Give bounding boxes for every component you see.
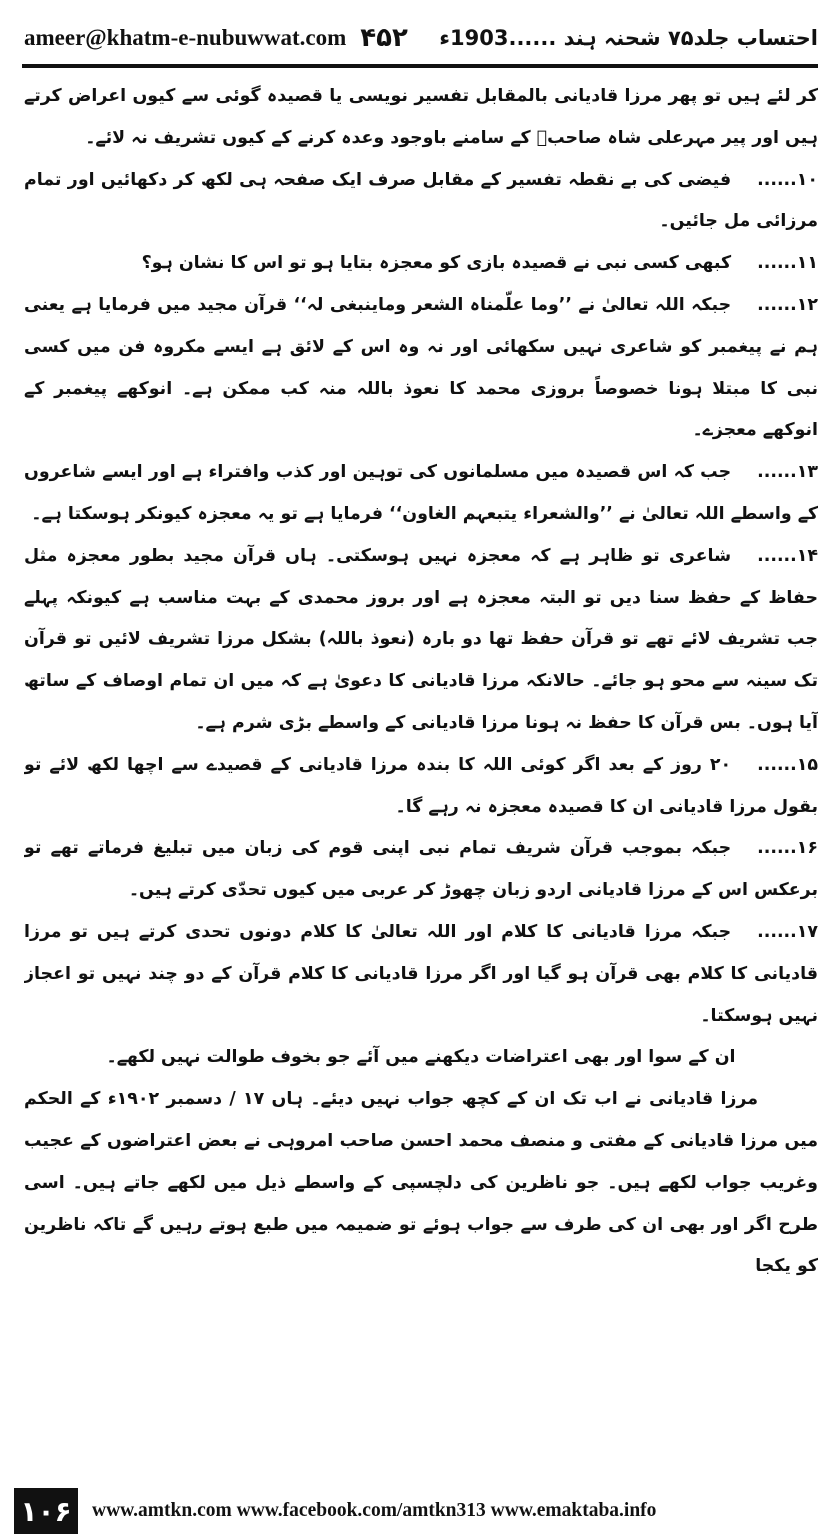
header-page-number: ۴۵۲ [360, 23, 408, 53]
paragraph [24, 243, 818, 285]
paragraph-text: جبکہ اللہ تعالیٰ نے ’’وما علّمناہ الشعر وماینبغی لہ‘‘ قرآن مجید میں فرمایا ہے یعنی ہم نے پیغمبر کو شاعری نہیں سکھائی اور نہ وہ اس کے لائق ہے ایسے مکروہ فن میں کسی نبی کا مبتلا ہونا خصوصاً بروزی محمد کا نعوذ باللہ منہ کب ممکن ہے۔ انوکھے پیغمبر کے انوکھے معجزے۔ [24, 294, 818, 441]
paragraph-text: ان کے سوا اور بھی اعتراضات دیکھنے میں آئے جو بخوف طوالت نہیں لکھے۔ [106, 1047, 736, 1068]
item-number: ۱۲...... [757, 294, 818, 315]
page-header [24, 14, 818, 62]
header-rule [22, 64, 818, 68]
paragraph-text: فیضی کی بے نقطہ تفسیر کے مقابل صرف ایک صفحہ ہی لکھ کر دکھائیں اور تمام مرزائی مل جائیں۔ [24, 169, 818, 232]
paragraph [24, 912, 818, 1037]
paragraph-text: جبکہ مرزا قادیانی کا کلام اور اللہ تعالیٰ کا کلام دونوں تحدی کرتے ہیں تو مرزا قادیانی کا کلام بھی قرآن ہو گیا اور اگر مرزا قادیانی کا کلام قرآن کے دو چند نہیں تو اعجاز نہیں ہوسکتا۔ [24, 921, 818, 1026]
item-number: ۱۵...... [757, 754, 818, 775]
paragraph-text: شاعری تو ظاہر ہے کہ معجزہ نہیں ہوسکتی۔ ہاں قرآن مجید بطور معجزہ مثل حفاظ کے حفظ سنا دیں تو البتہ معجزہ ہے اور بروز محمدی کے بہت مناسب ہے کیونکہ پہلے جب تشریف لائے تھے تو قرآن حفظ تھا دو بارہ (نعوذ باللہ) بشکل مرزا تشریف لائیں تو قرآن تک سینہ سے محو ہو جائے۔ حالانکہ مرزا قادیانی کا دعویٰ ہے کہ میں ان تمام اوصاف کے ساتھ آیا ہوں۔ بس قرآن کا حفظ نہ ہونا مرزا قادیانی کے واسطے بڑی شرم ہے۔ [24, 545, 818, 733]
item-number: ۱۱...... [757, 253, 818, 274]
page-body [24, 76, 818, 1462]
paragraph [24, 745, 818, 829]
paragraph-text: ۲۰ روز کے بعد اگر کوئی اللہ کا بندہ مرزا قادیانی کے قصیدے سے اچھا لکھ لائے تو بقول مرزا قادیانی ان کا قصیدہ معجزہ نہ رہے گا۔ [24, 754, 818, 817]
paragraph [24, 160, 818, 244]
paragraph [24, 76, 818, 160]
paragraph-text: کر لئے ہیں تو پھر مرزا قادیانی بالمقابل تفسیر نویسی یا قصیدہ گوئی سے کیوں اعراض کرتے ہیں اور پیر مہرعلی شاہ صاحبؒ کے سامنے باوجود وعدہ کرنے کے کیوں تشریف نہ لائے۔ [24, 86, 818, 148]
item-number: ۱۳...... [757, 462, 818, 483]
paragraph [24, 452, 818, 536]
page-footer [14, 1486, 828, 1536]
running-title: احتساب جلد۷۵ شحنہ ہند ......1903ء [439, 26, 818, 50]
paragraph [24, 285, 818, 452]
item-number: ۱۴...... [757, 545, 818, 566]
paragraph-text: کبھی کسی نبی نے قصیدہ بازی کو معجزہ بتایا ہو تو اس کا نشان ہو؟ [141, 253, 732, 274]
paragraph-text: مرزا قادیانی نے اب تک ان کے کچھ جواب نہیں دیئے۔ ہاں ۱۷ / دسمبر ۱۹۰۲ء کے الحکم میں مرزا قادیانی کے مفتی و منصف محمد احسن صاحب امروہی نے بعض اعتراضوں کے عجیب وغریب جواب لکھے ہیں۔ جو ناظرین کی دلچسپی کے واسطے ذیل میں لکھے جاتے ہیں۔ اسی طرح اگر اور بھی ان کی طرف سے جواب ہوئے تو ضمیمہ میں طبع ہوتے رہیں گے تاکہ ناظرین کو یکجا [24, 1089, 818, 1277]
footer-page-number: ۱۰۶ [14, 1488, 78, 1534]
paragraph [24, 536, 818, 745]
paragraph-text: جب کہ اس قصیدہ میں مسلمانوں کی توہین اور کذب وافتراء ہے اور ایسے شاعروں کے واسطے اللہ تعالیٰ نے ’’والشعراء یتبعہم الغاون‘‘ فرمایا ہے تو یہ معجزہ کیونکر ہوسکتا ہے۔ [24, 462, 818, 524]
item-number: ۱۶...... [757, 838, 818, 859]
item-number: ۱۰...... [757, 169, 818, 190]
header-left [24, 23, 408, 53]
paragraph [24, 1079, 818, 1288]
paragraph-text: جبکہ بموجب قرآن شریف تمام نبی اپنی قوم کی زبان میں تبلیغ فرماتے تھے تو برعکس اس کے مرزا قادیانی اردو زبان چھوڑ کر عربی میں کیوں تحدّی کرتے ہیں۔ [24, 838, 818, 901]
item-number: ۱۷...... [757, 921, 818, 942]
footer-links[interactable]: www.amtkn.com www.facebook.com/amtkn313 www.emaktaba.info [92, 1500, 657, 1521]
paragraph [24, 1037, 818, 1079]
paragraph [24, 828, 818, 912]
header-email[interactable]: ameer@khatm-e-nubuwwat.com [24, 25, 347, 50]
